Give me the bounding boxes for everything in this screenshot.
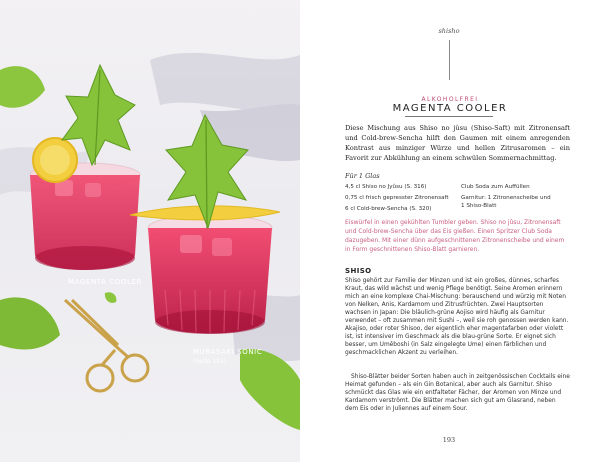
- recipe-instructions: Eiswürfel in einen gekühlten Tumbler geben. Shiso no jûsu, Zitronensaft und Cold-brew-Sencha über das Eis gießen. Einen Spritzer Club Soda dazugeben. Mit einer dünn aufgeschnittenen Zitronenscheibe und einem in Form geschnittenen Shiso-Blatt garnieren.: [345, 219, 565, 253]
- recipe-title: MAGENTA COOLER: [392, 103, 508, 114]
- title-rule: [405, 116, 493, 117]
- caption-magenta-cooler: MAGENTA COOLER: [68, 278, 143, 286]
- gold-scissors: [65, 300, 148, 391]
- shiso-paragraph: Shiso gehört zur Familie der Minzen und ist ein großes, dünnes, scharfes Kraut, das wild wächst und wenig Pflege benötigt. Seine Aromen erinnern mich an eine komplexe Chai-Mischung: berauschend und würzig mit Noten von Nelken, Anis, Kardamom und Zitrusfrüchten. Zwei Hauptsorten wachsen in Japan: Die bläulich-grüne Aojiso wird häufig als Garnitur verwendet – oft zusammen mit Sushi –, weil sie roh genossen werden kann. Akajiso, oder roter Shisoo, der eigentlich eher magentafarben oder violett ist, ist intensiver im Geschmack als die blau-grüne Sorte. Er eignet sich besser, um Umêboshi (in Salz eingelegte Ume) einen färblichen und geschmacklichen Akzent zu verleihen.: [345, 278, 569, 356]
- caption-murasaki-sonic: MURASAKI SONIC: [193, 348, 263, 356]
- section-heading-shiso: SHISO: [345, 267, 372, 275]
- glass-magenta-cooler: [30, 65, 140, 270]
- recipe-intro: Diese Mischung aus Shiso no jûsu (Shiso-Saft) mit Zitronensaft und Cold-brew-Sencha hilft den Gaumen mit einem anregenden Kontrast aus minziger Würze und hellen Zitrusaromen – ein Favorit zur Abkühlung an einem schwülen Sommernachmittag.: [345, 124, 570, 162]
- shiso-paragraph: Shiso-Blätter beider Sorten haben auch in zeitgenössischen Cocktails eine Heimat gefunden – als ein Gin Botanical, aber auch als Garnitur. Shiso schmückt das Glas wie ein entfalteter Fächer, der Aromen von Minze und Kardamom verströmt. Die Blätter machen sich gut am Glasrand, neben dem Eis oder in Juliennes auf einem Sour.: [345, 374, 570, 412]
- caption-murasaki-page-ref: (Seite 191): [193, 358, 227, 365]
- ingredient-item: 0,75 cl frisch gepresster Zitronensaft: [345, 195, 449, 201]
- vertical-rule: [449, 40, 450, 80]
- recipe-kicker: ALKOHOLFREI: [421, 96, 479, 103]
- running-head: shisho: [438, 27, 460, 35]
- recipe-yield: Für 1 Glas: [345, 172, 380, 180]
- ingredient-item: 6 cl Cold-brew-Sencha (S. 320): [345, 206, 432, 212]
- ingredient-item: 4,5 cl Shiso no Jyûsu (S. 316): [345, 184, 427, 190]
- ingredient-item: Garnitur: 1 Zitronenscheibe und: [461, 195, 551, 201]
- ingredient-item: 1 Shiso-Blatt: [461, 203, 497, 209]
- ingredient-item: Club Soda zum Auffüllen: [461, 184, 530, 190]
- page-number: 193: [442, 436, 456, 444]
